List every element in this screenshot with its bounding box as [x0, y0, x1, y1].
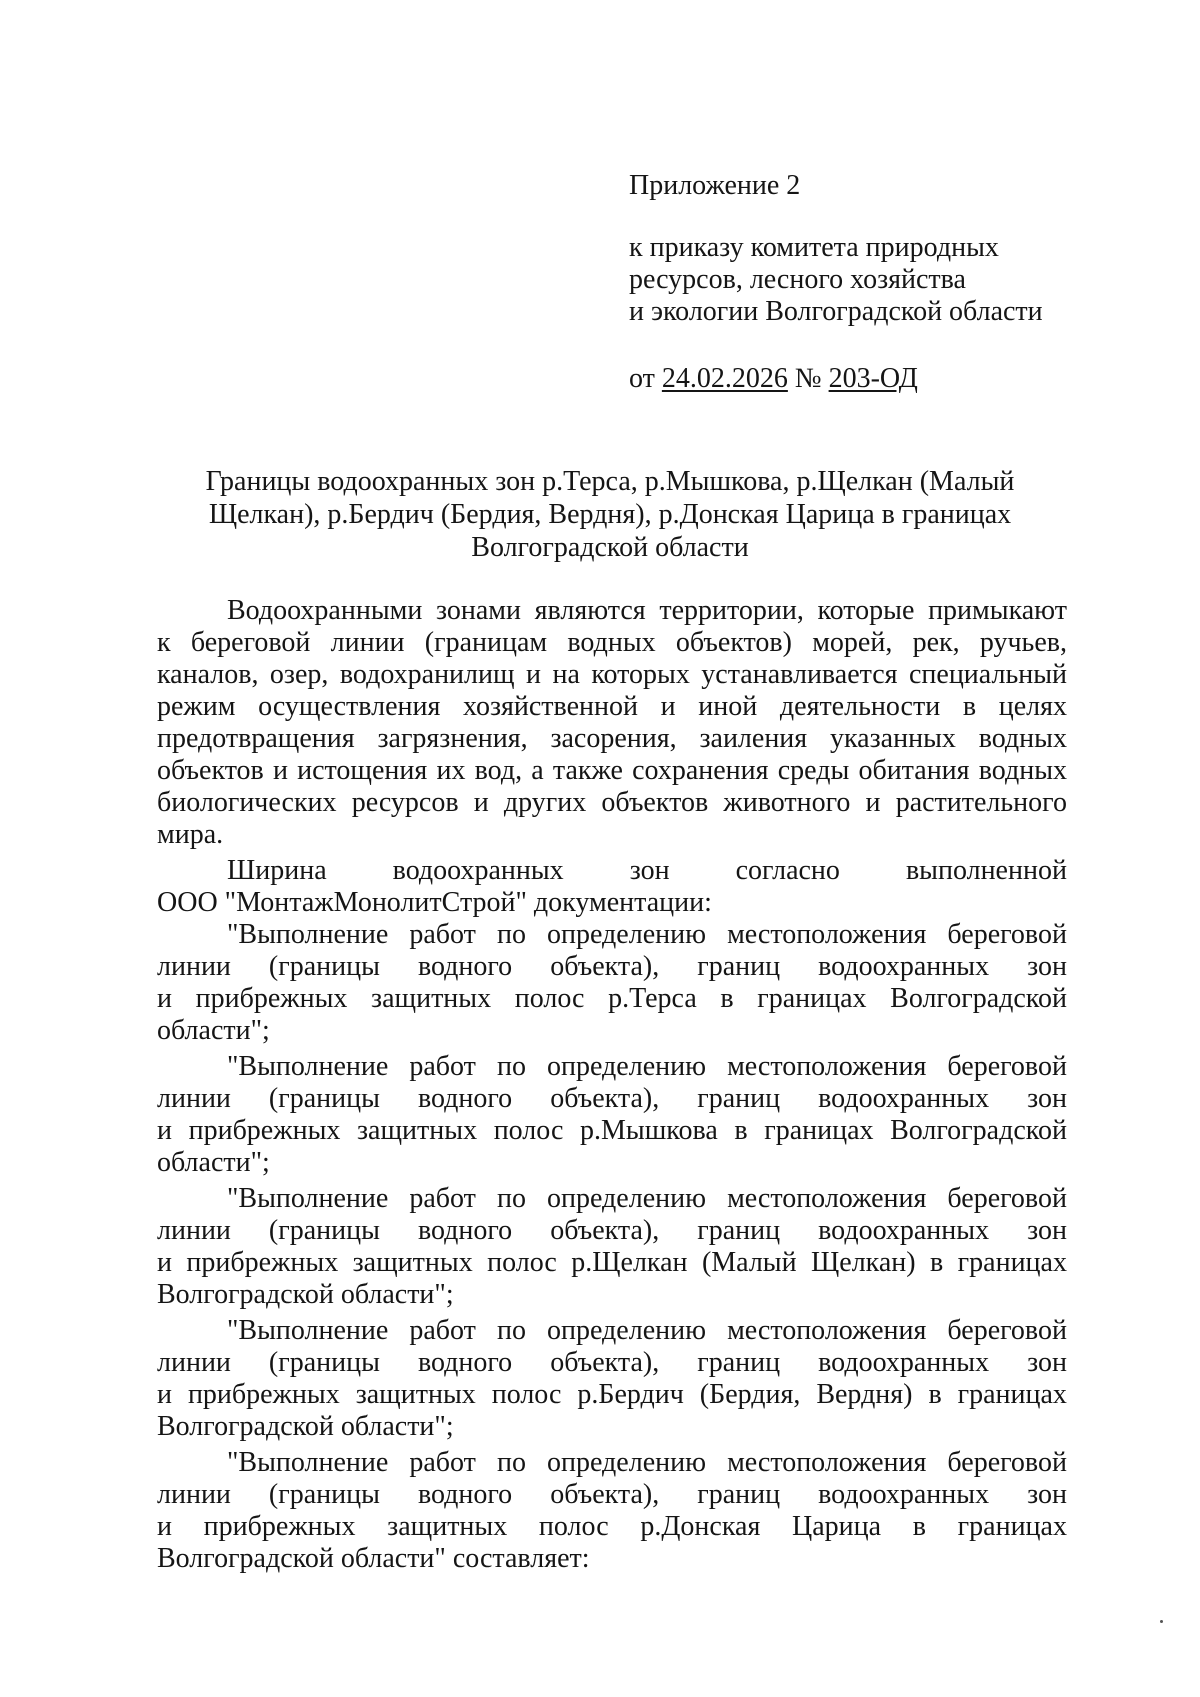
word: в	[734, 1115, 748, 1146]
word: и	[526, 659, 541, 690]
word: прибрежных	[188, 1115, 341, 1146]
word: (Бердия,	[699, 1379, 801, 1410]
word: границах	[957, 1247, 1067, 1278]
word: обитания	[858, 755, 970, 786]
body-line: ООО "МонтажМонолитСтрой" документации:	[157, 887, 712, 918]
word: объекта),	[550, 951, 660, 982]
word: линии	[157, 1083, 231, 1114]
word: согласно	[735, 855, 840, 886]
word: "Выполнение	[227, 1183, 389, 1214]
word: границ	[697, 1215, 781, 1246]
word: водного	[417, 951, 513, 982]
word: и	[157, 1511, 172, 1542]
word: водоохранных	[818, 951, 990, 982]
word: "Выполнение	[227, 1315, 389, 1346]
word: р.Терса	[608, 983, 697, 1014]
word: территории,	[659, 595, 804, 626]
body-text	[157, 595, 1067, 1575]
word: защитных	[387, 1511, 508, 1542]
word: защитных	[355, 1379, 476, 1410]
word: (границы	[268, 1215, 380, 1246]
word: объектов	[601, 787, 709, 818]
word: водоохранных	[392, 855, 564, 886]
word: и	[157, 1247, 172, 1278]
word: засорения,	[550, 723, 677, 754]
body-line	[157, 983, 1067, 1015]
word: в	[928, 1379, 942, 1410]
word: "Выполнение	[227, 1051, 389, 1082]
word: линии	[157, 1215, 231, 1246]
title-line: Волгоградской области	[471, 532, 749, 563]
word: береговой	[947, 919, 1067, 950]
word: защитных	[357, 1115, 478, 1146]
word: полос	[514, 983, 585, 1014]
word: Царица	[792, 1511, 882, 1542]
word: местоположения	[727, 1447, 927, 1478]
word: границ	[697, 951, 781, 982]
word: примыкают	[928, 595, 1067, 626]
word: местоположения	[727, 1183, 927, 1214]
word: объекта),	[550, 1083, 660, 1114]
word: истощения	[297, 755, 428, 786]
word: береговой	[947, 1447, 1067, 1478]
word: определению	[547, 1315, 707, 1346]
word: работ	[409, 1315, 476, 1346]
word: водных	[567, 627, 656, 658]
word: растительного	[895, 787, 1067, 818]
word: прибрежных	[195, 983, 348, 1014]
word: деятельности	[779, 691, 941, 722]
order-number: 203-ОД	[828, 363, 918, 394]
date-prefix: от	[629, 363, 655, 394]
word: рек,	[912, 627, 960, 658]
word: водного	[417, 1347, 513, 1378]
body-line	[157, 1379, 1067, 1411]
word: объекта),	[550, 1215, 660, 1246]
word: границах	[757, 983, 867, 1014]
word: границах	[957, 1379, 1067, 1410]
word: зон	[1027, 951, 1067, 982]
word: по	[496, 1051, 526, 1082]
appendix-block	[629, 170, 1149, 395]
word: животного	[723, 787, 851, 818]
word: среды	[777, 755, 850, 786]
word: которых	[591, 659, 690, 690]
body-line	[157, 1051, 1067, 1083]
word: Щелкан)	[811, 1247, 916, 1278]
word: вод,	[474, 755, 523, 786]
word: в	[930, 1247, 944, 1278]
word: местоположения	[727, 919, 927, 950]
word: в	[720, 983, 734, 1014]
word: каналов,	[157, 659, 259, 690]
word: ресурсов	[351, 787, 459, 818]
body-line	[157, 595, 1067, 627]
word: работ	[409, 919, 476, 950]
word: Волгоградской	[890, 983, 1067, 1014]
word: определению	[547, 1447, 707, 1478]
word: предотвращения	[157, 723, 355, 754]
appendix-order-line: и экологии Волгоградской области	[629, 296, 1043, 327]
body-line: области";	[157, 1015, 270, 1046]
word: морей,	[812, 627, 893, 658]
appendix-order-line: к приказу комитета природных	[629, 232, 999, 263]
word: водного	[417, 1083, 513, 1114]
word: целях	[998, 691, 1067, 722]
word: объекта),	[550, 1347, 660, 1378]
word: границ	[697, 1479, 781, 1510]
word: Вердня)	[816, 1379, 913, 1410]
word: объектов)	[675, 627, 792, 658]
word: "Выполнение	[227, 1447, 389, 1478]
word: и	[865, 787, 881, 818]
word: р.Донская	[640, 1511, 761, 1542]
word: в	[962, 691, 977, 722]
word: биологических	[157, 787, 337, 818]
word: и	[272, 755, 288, 786]
word: зон	[1027, 1215, 1067, 1246]
scan-speck	[1160, 1620, 1163, 1623]
body-line: Волгоградской области";	[157, 1279, 454, 1310]
word: работ	[409, 1051, 476, 1082]
title-line: Границы водоохранных зон р.Терса, р.Мышкова, р.Щелкан (Малый	[205, 466, 1015, 497]
word: (границы	[268, 1083, 380, 1114]
word: (границы	[268, 1479, 380, 1510]
word: и	[157, 983, 172, 1014]
word: линии	[157, 1347, 231, 1378]
word: зон	[629, 855, 670, 886]
word: и	[157, 1115, 172, 1146]
word: указанных	[830, 723, 956, 754]
body-line	[157, 1183, 1067, 1215]
word: зон	[1027, 1479, 1067, 1510]
word: устанавливается	[701, 659, 898, 690]
word: ручьев,	[979, 627, 1067, 658]
body-line	[157, 627, 1067, 659]
word: зон	[1027, 1347, 1067, 1378]
word: заиления	[699, 723, 808, 754]
word: на	[552, 659, 580, 690]
order-date-line	[629, 363, 1149, 395]
word: озер,	[269, 659, 329, 690]
appendix-order-line: ресурсов, лесного хозяйства	[629, 264, 966, 295]
word: водоохранных	[818, 1215, 990, 1246]
word: защитных	[371, 983, 492, 1014]
body-line	[157, 723, 1067, 755]
word: работ	[409, 1447, 476, 1478]
word: водоохранных	[818, 1479, 990, 1510]
word: других	[503, 787, 587, 818]
word: специальный	[908, 659, 1067, 690]
word: (границы	[268, 951, 380, 982]
word: сохранения	[632, 755, 769, 786]
word: по	[496, 919, 526, 950]
word: являются	[534, 595, 646, 626]
word: выполненной	[905, 855, 1067, 886]
word: (Малый	[701, 1247, 797, 1278]
word: прибрежных	[203, 1511, 356, 1542]
word: по	[496, 1183, 526, 1214]
word: Водоохранными	[227, 595, 423, 626]
word: "Выполнение	[227, 919, 389, 950]
word: иной	[698, 691, 758, 722]
word: р.Бердич	[577, 1379, 684, 1410]
word: объектов	[157, 755, 264, 786]
body-line	[157, 691, 1067, 723]
word: полос	[491, 1379, 562, 1410]
word: работ	[409, 1183, 476, 1214]
word: режим	[157, 691, 236, 722]
word: прибрежных	[187, 1379, 340, 1410]
document-title	[150, 465, 1070, 564]
word: а	[531, 755, 544, 786]
word: линии	[157, 1479, 231, 1510]
word: определению	[547, 1183, 707, 1214]
word: и	[157, 1379, 172, 1410]
word: в	[912, 1511, 926, 1542]
word: границах	[764, 1115, 874, 1146]
word: береговой	[947, 1315, 1067, 1346]
word: прибрежных	[186, 1247, 339, 1278]
body-line	[157, 1447, 1067, 1479]
body-line	[157, 659, 1067, 691]
word: местоположения	[727, 1051, 927, 1082]
word: Ширина	[227, 855, 327, 886]
word: зон	[1027, 1083, 1067, 1114]
body-line	[157, 1083, 1067, 1115]
word: к	[157, 627, 171, 658]
word: водного	[417, 1479, 513, 1510]
word: р.Мышкова	[580, 1115, 718, 1146]
appendix-label: Приложение 2	[629, 170, 801, 201]
body-line	[157, 951, 1067, 983]
word: полос	[538, 1511, 609, 1542]
word: зонами	[436, 595, 522, 626]
word: водных	[978, 755, 1067, 786]
word: водоохранных	[818, 1347, 990, 1378]
body-line	[157, 919, 1067, 951]
body-line	[157, 1479, 1067, 1511]
word: хозяйственной	[463, 691, 638, 722]
word: границах	[957, 1511, 1067, 1542]
word: водоохранных	[818, 1083, 990, 1114]
word: защитных	[352, 1247, 473, 1278]
title-line: Щелкан), р.Бердич (Бердия, Вердня), р.Донская Царица в границах	[208, 499, 1012, 530]
word: по	[496, 1447, 526, 1478]
order-date: 24.02.2026	[661, 363, 788, 394]
word: по	[496, 1315, 526, 1346]
body-line	[157, 755, 1067, 787]
body-line	[157, 855, 1067, 887]
word: объекта),	[550, 1479, 660, 1510]
word: загрязнения,	[377, 723, 528, 754]
number-sign: №	[794, 363, 822, 394]
word: береговой	[190, 627, 311, 658]
body-line	[157, 1215, 1067, 1247]
word: водных	[978, 723, 1067, 754]
body-line: области";	[157, 1147, 270, 1178]
word: осуществления	[258, 691, 441, 722]
word: их	[436, 755, 466, 786]
word: р.Щелкан	[571, 1247, 688, 1278]
body-line	[157, 1115, 1067, 1147]
word: береговой	[947, 1051, 1067, 1082]
body-line: мира.	[157, 819, 224, 850]
word: также	[552, 755, 623, 786]
word: линии	[330, 627, 405, 658]
word: полос	[487, 1247, 557, 1278]
body-line: Волгоградской области";	[157, 1411, 454, 1442]
word: линии	[157, 951, 231, 982]
word: водохранилищ	[339, 659, 515, 690]
word: водного	[417, 1215, 513, 1246]
word: местоположения	[727, 1315, 927, 1346]
word: (границы	[268, 1347, 380, 1378]
word: определению	[547, 919, 707, 950]
body-line	[157, 1247, 1067, 1279]
body-line	[157, 1347, 1067, 1379]
body-line	[157, 1315, 1067, 1347]
body-line	[157, 1511, 1067, 1543]
word: и	[660, 691, 676, 722]
word: определению	[547, 1051, 707, 1082]
word: которые	[817, 595, 915, 626]
word: полос	[493, 1115, 564, 1146]
body-line	[157, 787, 1067, 819]
word: (границам	[424, 627, 548, 658]
word: границ	[697, 1347, 781, 1378]
word: Волгоградской	[890, 1115, 1067, 1146]
word: и	[473, 787, 489, 818]
word: береговой	[947, 1183, 1067, 1214]
word: границ	[697, 1083, 781, 1114]
body-line: Волгоградской области" составляет:	[157, 1543, 590, 1574]
